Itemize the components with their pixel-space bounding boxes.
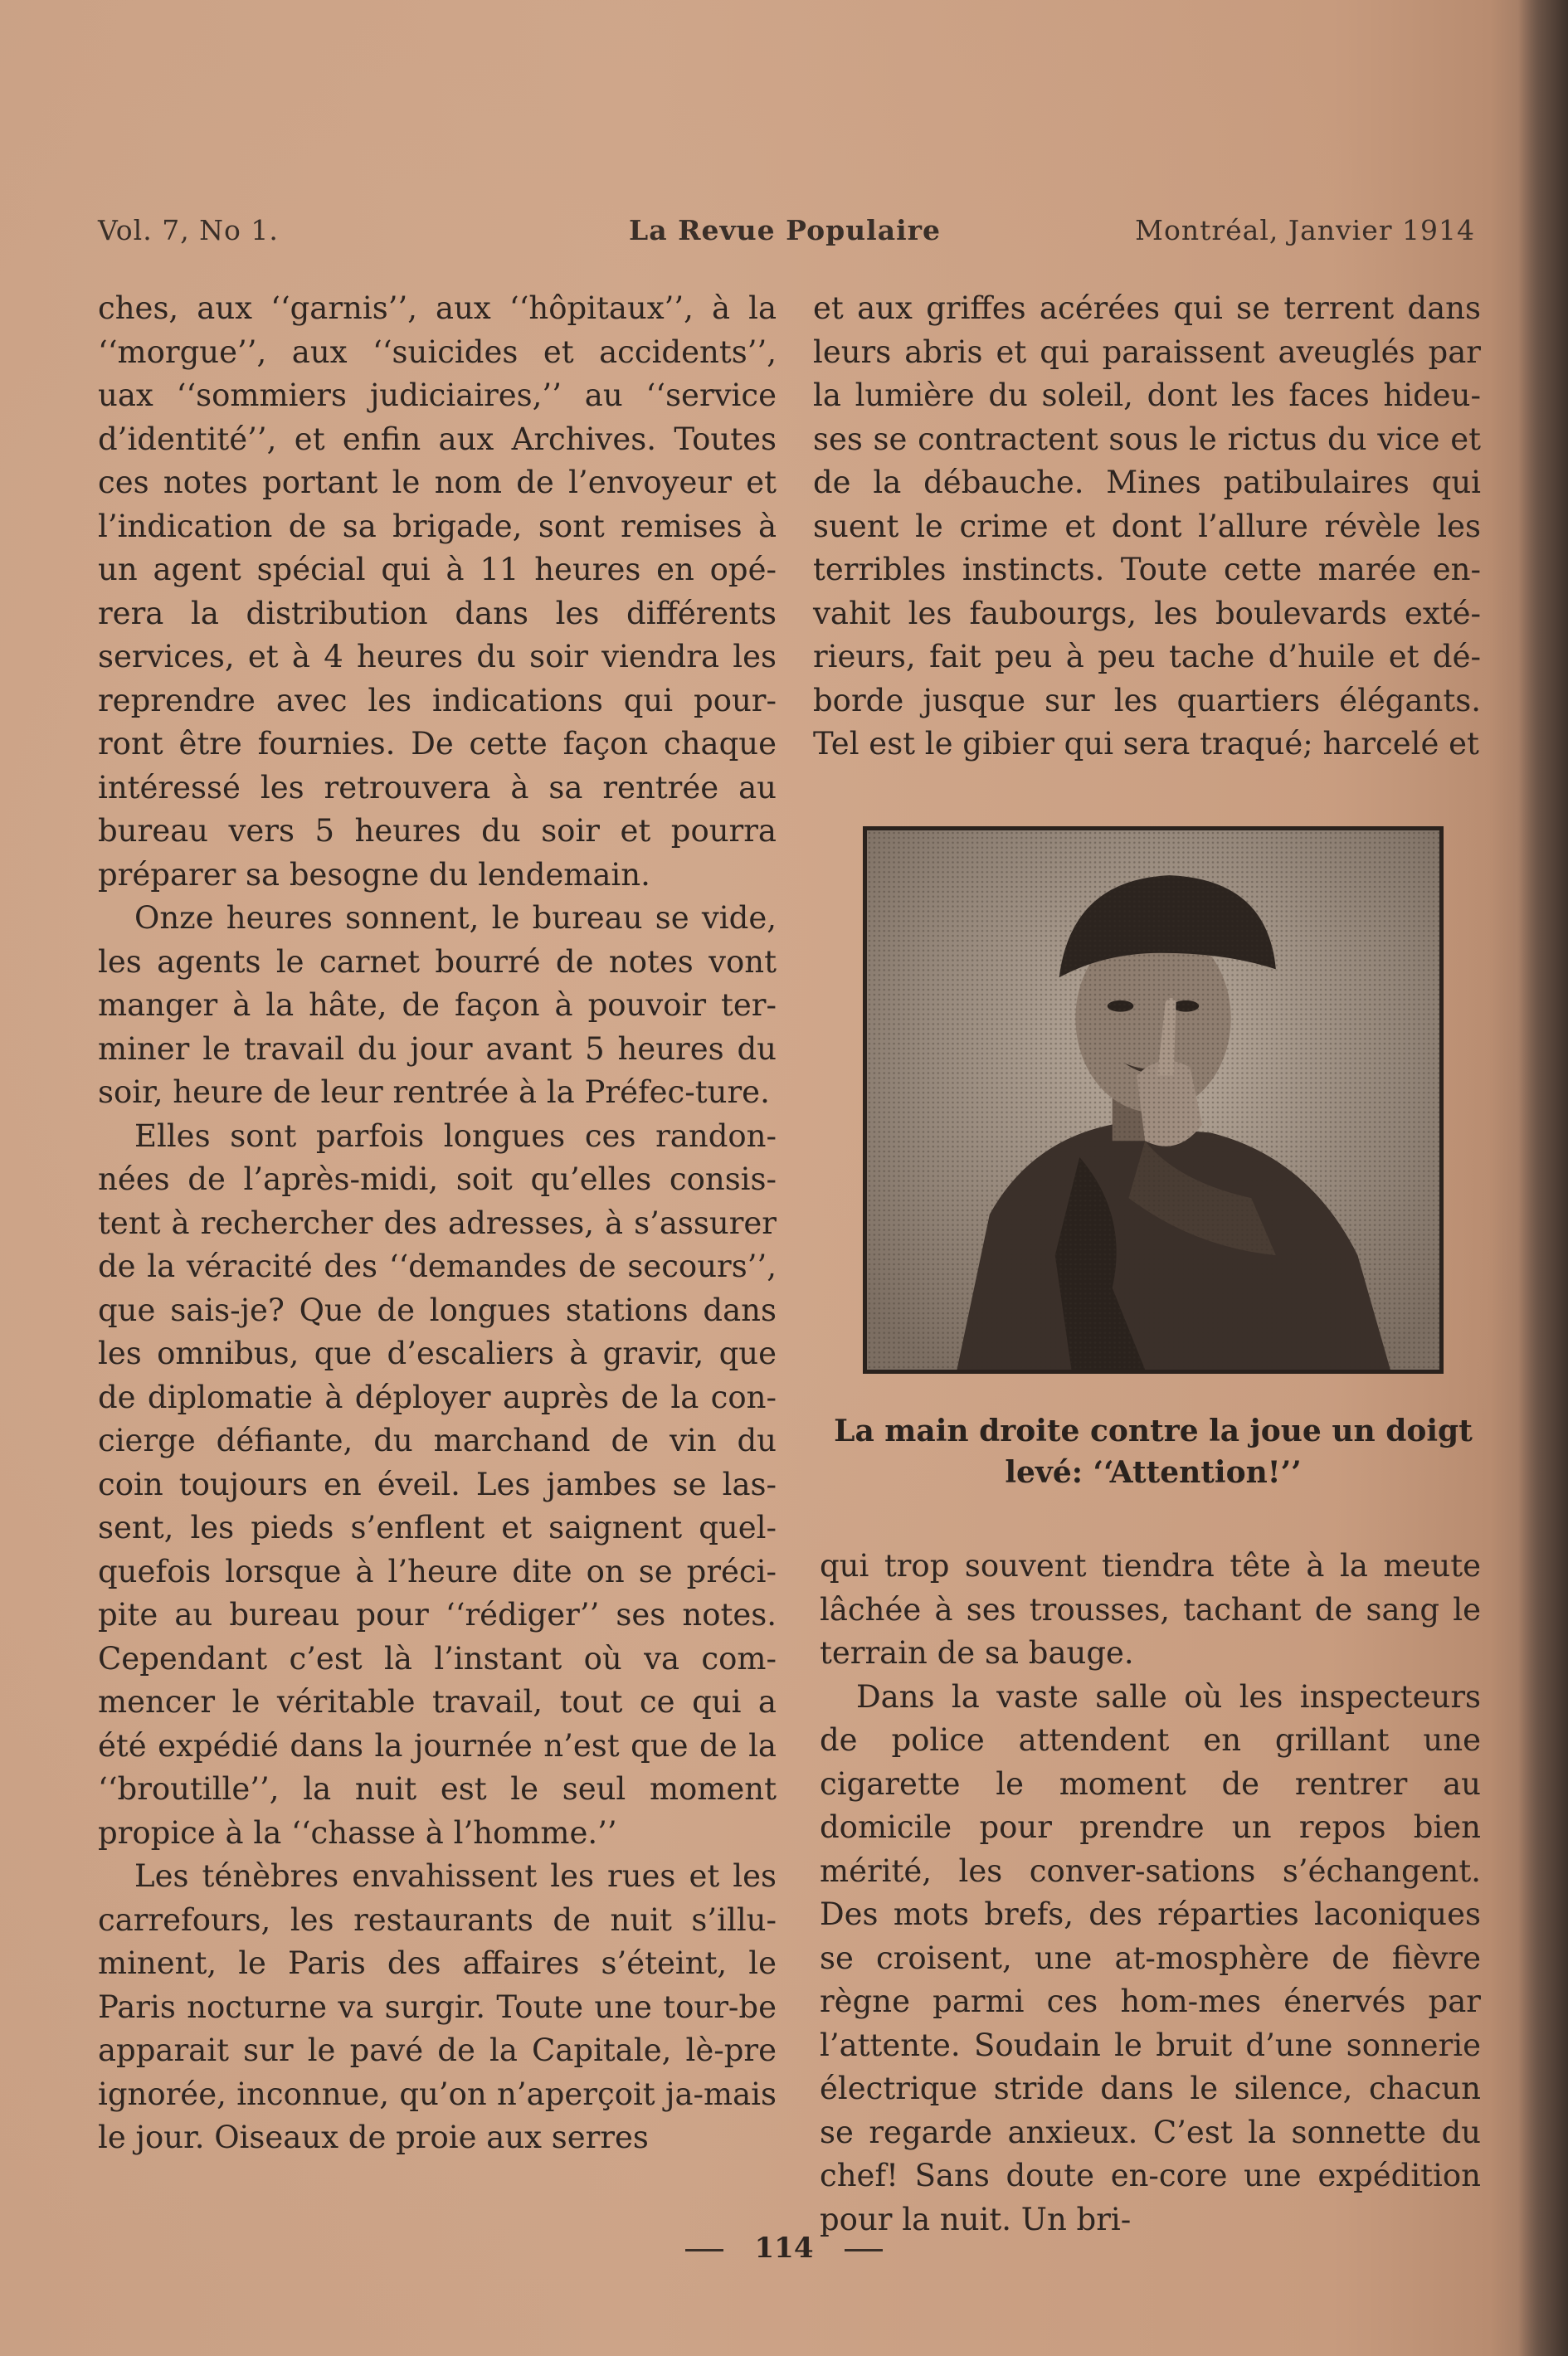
footer-dash-left xyxy=(685,2249,723,2251)
photo-caption: La main droite contre la joue un doigt levé: ‘‘Attention!’’ xyxy=(834,1414,1473,1490)
page-footer xyxy=(0,2232,1568,2265)
right-column-top xyxy=(813,287,1481,767)
location-date: Montréal, Janvier 1914 xyxy=(1135,214,1475,246)
man-portrait-illustration xyxy=(867,830,1439,1370)
volume-number: Vol. 7, No 1. xyxy=(98,214,279,246)
left-paragraph-1: ches, aux ‘‘garnis’’, aux ‘‘hôpitaux’’, à la ‘‘morgue’’, aux ‘‘suicides et accidents’’, uax ‘‘sommiers judiciaires,’’ au ‘‘service d’identité’’, et enfin aux Archives. Toutes ces notes portant le nom de l’envoyeur et l’indication de sa brigade, sont remises à un agent spécial qui à 11 heures en opé-rera la distribution dans les différents services, et à 4 heures du soir viendra les reprendre avec les indications qui pour-ront être fournies. De cette façon chaque intéressé les retrouvera à sa rentrée au bureau vers 5 heures du soir et pourra préparer sa besogne du lendemain. xyxy=(98,290,777,893)
left-column xyxy=(98,287,777,2160)
halftone-photograph xyxy=(863,826,1444,1374)
right-bottom-paragraph-2: Dans la vaste salle où les inspecteurs de police attendent en grillant une cigarette le moment de rentrer au domicile pour prendre un repos bien mérité, les conver-sations s’échangent. Des mots brefs, des réparties laconiques se croisent, une at-mosphère de fièvre règne parmi ces hom-mes énervés par l’attente. Soudain le bruit d’une sonnerie électrique stride dans le silence, chacun se regarde anxieux. C’est la sonnette du chef! Sans doute en-core une expédition pour la nuit. Un bri- xyxy=(820,1678,1481,2237)
left-paragraph-3: Elles sont parfois longues ces randon-nées de l’après-midi, soit qu’elles consis-tent à rechercher des adresses, à s’assurer de la véracité des ‘‘demandes de secours’’, que sais-je? Que de longues stations dans les omnibus, que d’escaliers à gravir, que de diplomatie à déployer auprès de la con-cierge défiante, du marchand de vin du coin toujours en éveil. Les jambes se las-sent, les pieds s’enflent et saignent quel-quefois lorsque à l’heure dite on se préci-pite au bureau pour ‘‘rédiger’’ ses notes. Cependant c’est là l’instant où va com-mencer le véritable travail, tout ce qui a été expédié dans la journée n’est que de la ‘‘broutille’’, la nuit est le seul moment propice à la ‘‘chasse à l’homme.’’ xyxy=(98,1117,777,1851)
right-top-paragraph-1: et aux griffes acérées qui se terrent dans leurs abris et qui paraissent aveuglés par la lumière du soleil, dont les faces hideu-ses se contractent sous le rictus du vice et de la débauche. Mines patibulaires qui suent le crime et dont l’allure révèle les terribles instincts. Toute cette marée en-vahit les faubourgs, les boulevards exté-rieurs, fait peu à peu tache d’huile et dé-borde jusque sur les quartiers élégants. Tel est le gibier qui sera traqué; harcelé et xyxy=(813,290,1481,762)
right-column-bottom xyxy=(820,1545,1481,2242)
page-spine-shadow xyxy=(1518,0,1568,2356)
left-paragraph-2: Onze heures sonnent, le bureau se vide, les agents le carnet bourré de notes vont manger à la hâte, de façon à pouvoir ter-miner le travail du jour avant 5 heures du soir, heure de leur rentrée à la Préfec-ture. xyxy=(98,900,777,1110)
right-bottom-paragraph-1: qui trop souvent tiendra tête à la meute lâchée à ses trousses, tachant de sang le terrain de sa bauge. xyxy=(820,1548,1481,1671)
running-header xyxy=(98,214,1475,256)
page-number: 114 xyxy=(754,2232,814,2265)
magazine-title: La Revue Populaire xyxy=(629,214,941,246)
left-paragraph-4: Les ténèbres envahissent les rues et les carrefours, les restaurants de nuit s’illu-minent, le Paris des affaires s’éteint, le Paris nocturne va surgir. Toute une tour-be apparait sur le pavé de la Capitale, lè-pre ignorée, inconnue, qu’on n’aperçoit ja-mais le jour. Oiseaux de proie aux serres xyxy=(98,1858,777,2155)
footer-dash-right xyxy=(845,2249,883,2251)
